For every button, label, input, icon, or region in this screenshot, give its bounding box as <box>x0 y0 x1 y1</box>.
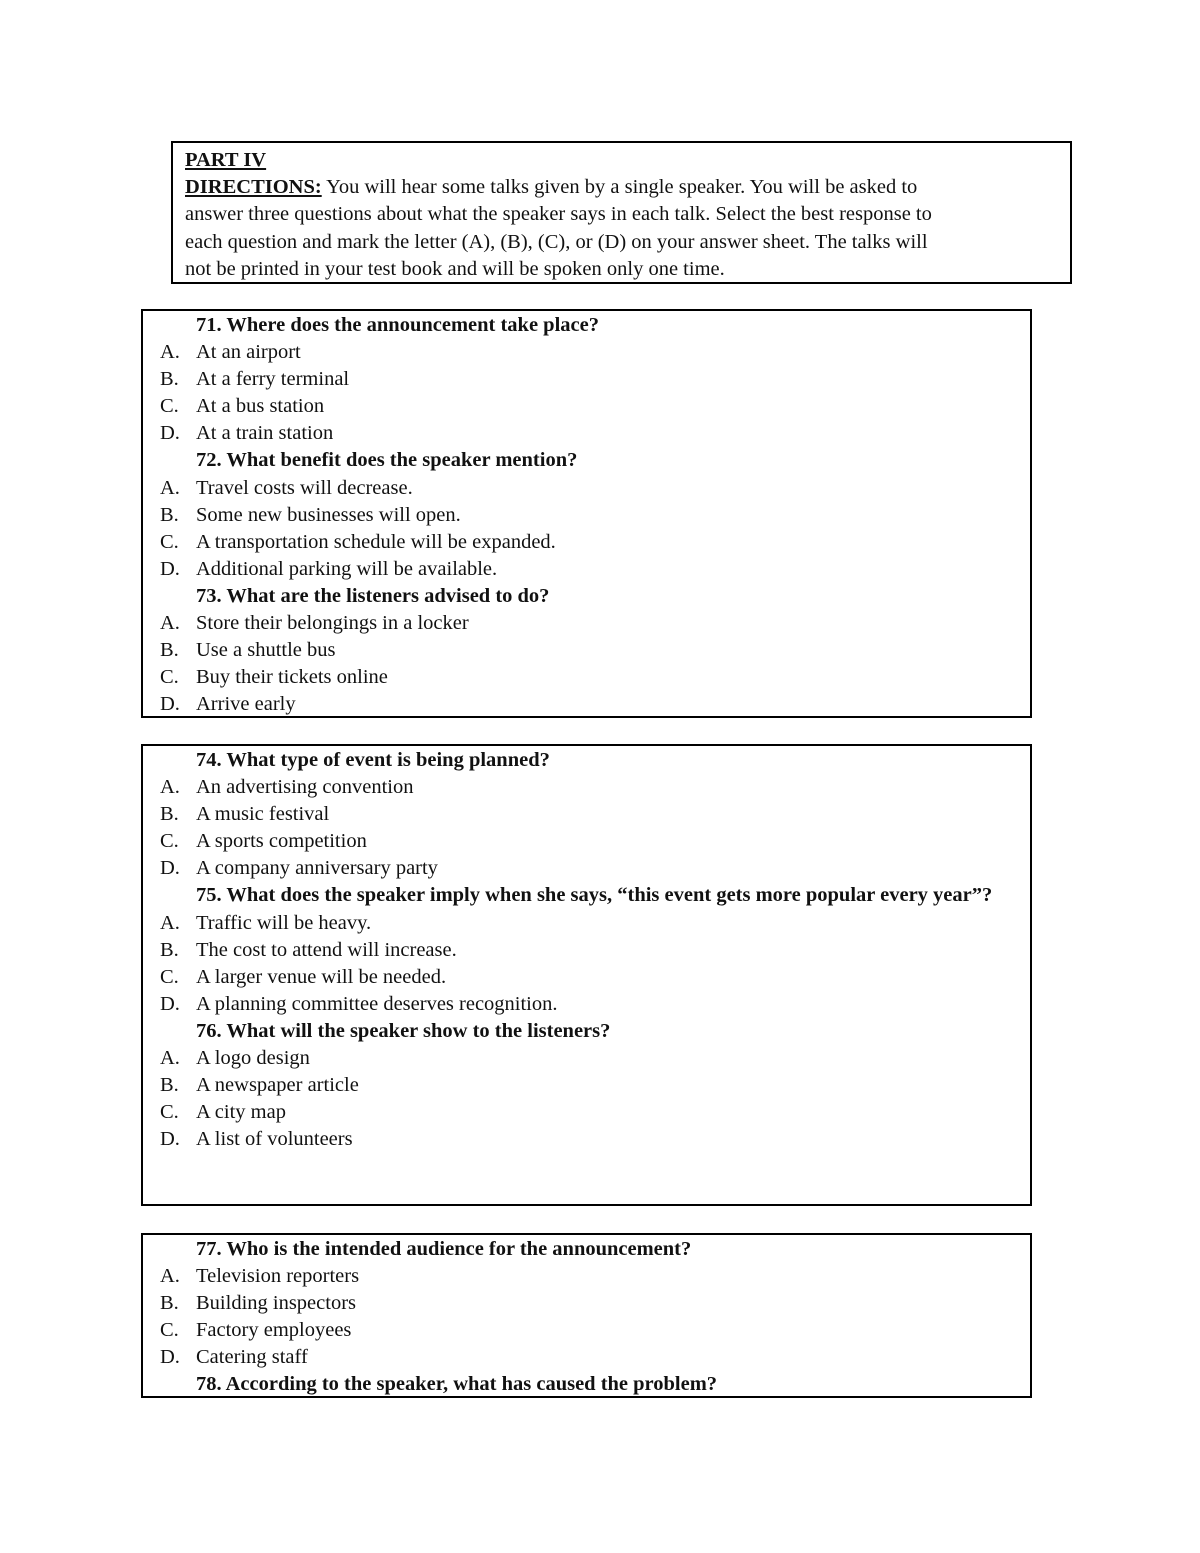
option[interactable] <box>143 774 1030 801</box>
option-letter: C. <box>160 666 179 689</box>
question-71: 71. Where does the announcement take place? <box>196 314 599 336</box>
option[interactable] <box>143 1317 1030 1344</box>
option-text: Factory employees <box>196 1319 352 1342</box>
option-text: At a train station <box>196 422 334 445</box>
directions-line-1 <box>185 174 1058 201</box>
question-78: 78. According to the speaker, what has caused the problem? <box>196 1373 718 1396</box>
option-letter: D. <box>160 1346 180 1369</box>
option-text: Buy their tickets online <box>196 666 388 689</box>
option-letter: B. <box>160 938 179 961</box>
option[interactable] <box>143 964 1030 991</box>
option-letter: C. <box>160 530 179 553</box>
question-74: 74. What type of event is being planned? <box>196 749 550 771</box>
option[interactable] <box>143 529 1030 556</box>
option-text: Some new businesses will open. <box>196 503 461 526</box>
directions-label: DIRECTIONS: <box>185 176 322 199</box>
option-text: Traffic will be heavy. <box>196 911 372 934</box>
option-text: An advertising convention <box>196 776 414 799</box>
option-letter: A. <box>160 341 180 364</box>
question-group-3 <box>141 1233 1032 1398</box>
option-text: At an airport <box>196 341 301 364</box>
option-text: A transportation schedule will be expanded. <box>196 530 556 553</box>
directions-line-2: answer three questions about what the speaker says in each talk. Select the best response to <box>185 203 932 226</box>
option-letter: A. <box>160 776 180 799</box>
option[interactable] <box>143 855 1030 882</box>
option[interactable] <box>143 339 1030 366</box>
question-73: 73. What are the listeners advised to do? <box>196 584 550 607</box>
option-letter: D. <box>160 557 180 580</box>
option[interactable] <box>143 610 1030 637</box>
option-text: At a ferry terminal <box>196 368 350 391</box>
option-letter: B. <box>160 639 179 662</box>
option[interactable] <box>143 1126 1030 1153</box>
question-group-1 <box>141 309 1032 718</box>
option-letter: A. <box>160 1265 180 1288</box>
option-text: A sports competition <box>196 830 367 853</box>
option-text: A music festival <box>196 803 330 826</box>
option[interactable] <box>143 556 1030 583</box>
option-text: A list of volunteers <box>196 1128 353 1151</box>
option-letter: A. <box>160 1047 180 1070</box>
option-letter: B. <box>160 368 179 391</box>
option[interactable] <box>143 1099 1030 1126</box>
part-title-line <box>185 147 1058 174</box>
option-text: The cost to attend will increase. <box>196 938 457 961</box>
option-letter: D. <box>160 1128 180 1151</box>
option-letter: B. <box>160 1292 179 1315</box>
option-text: Catering staff <box>196 1346 308 1369</box>
option-letter: C. <box>160 395 179 418</box>
option-letter: B. <box>160 1074 179 1097</box>
directions-line-4: not be printed in your test book and will be spoken only one time. <box>185 257 725 280</box>
option[interactable] <box>143 637 1030 664</box>
option-text: Travel costs will decrease. <box>196 476 413 499</box>
directions-line-3: each question and mark the letter (A), (B), (C), or (D) on your answer sheet. The talks will <box>185 230 928 253</box>
option-letter: D. <box>160 992 180 1015</box>
question-77: 77. Who is the intended audience for the announcement? <box>196 1238 692 1260</box>
option[interactable] <box>143 420 1030 447</box>
question-group-2 <box>141 744 1032 1206</box>
option-letter: D. <box>160 857 180 880</box>
option-letter: C. <box>160 965 179 988</box>
option-text: A logo design <box>196 1047 310 1070</box>
option[interactable] <box>143 1045 1030 1072</box>
option-text: Use a shuttle bus <box>196 639 336 662</box>
option-text: A city map <box>196 1101 286 1124</box>
option-text: Store their belongings in a locker <box>196 612 469 635</box>
part-title: PART IV <box>185 149 267 171</box>
option[interactable] <box>143 1344 1030 1371</box>
option[interactable] <box>143 691 1030 718</box>
option-text: Building inspectors <box>196 1292 357 1315</box>
option[interactable] <box>143 1263 1030 1290</box>
directions-box <box>171 141 1072 284</box>
option[interactable] <box>143 1072 1030 1099</box>
option-text: Additional parking will be available. <box>196 557 498 580</box>
option-text: A larger venue will be needed. <box>196 965 447 988</box>
option-letter: D. <box>160 693 180 716</box>
option[interactable] <box>143 828 1030 855</box>
option-letter: C. <box>160 1319 179 1342</box>
option-text: Television reporters <box>196 1265 360 1288</box>
option[interactable] <box>143 937 1030 964</box>
option[interactable] <box>143 475 1030 502</box>
option-letter: B. <box>160 803 179 826</box>
directions-text: You will hear some talks given by a single speaker. You will be asked to <box>321 176 918 199</box>
question-72: 72. What benefit does the speaker mention? <box>196 449 578 472</box>
option-text: Arrive early <box>196 693 296 716</box>
option[interactable] <box>143 502 1030 529</box>
question-76: 76. What will the speaker show to the listeners? <box>196 1019 611 1042</box>
option-text: A newspaper article <box>196 1074 359 1097</box>
option[interactable] <box>143 664 1030 691</box>
option-letter: C. <box>160 1101 179 1124</box>
option[interactable] <box>143 910 1030 937</box>
option-text: At a bus station <box>196 395 325 418</box>
option-letter: C. <box>160 830 179 853</box>
option-letter: B. <box>160 503 179 526</box>
option[interactable] <box>143 1290 1030 1317</box>
option[interactable] <box>143 366 1030 393</box>
option[interactable] <box>143 991 1030 1018</box>
option[interactable] <box>143 393 1030 420</box>
option-letter: A. <box>160 476 180 499</box>
option-text: A planning committee deserves recognition. <box>196 992 558 1015</box>
question-75: 75. What does the speaker imply when she says, “this event gets more popular every year”? <box>196 884 993 907</box>
option-letter: A. <box>160 612 180 635</box>
option[interactable] <box>143 801 1030 828</box>
option-letter: D. <box>160 422 180 445</box>
option-text: A company anniversary party <box>196 857 438 880</box>
option-letter: A. <box>160 911 180 934</box>
